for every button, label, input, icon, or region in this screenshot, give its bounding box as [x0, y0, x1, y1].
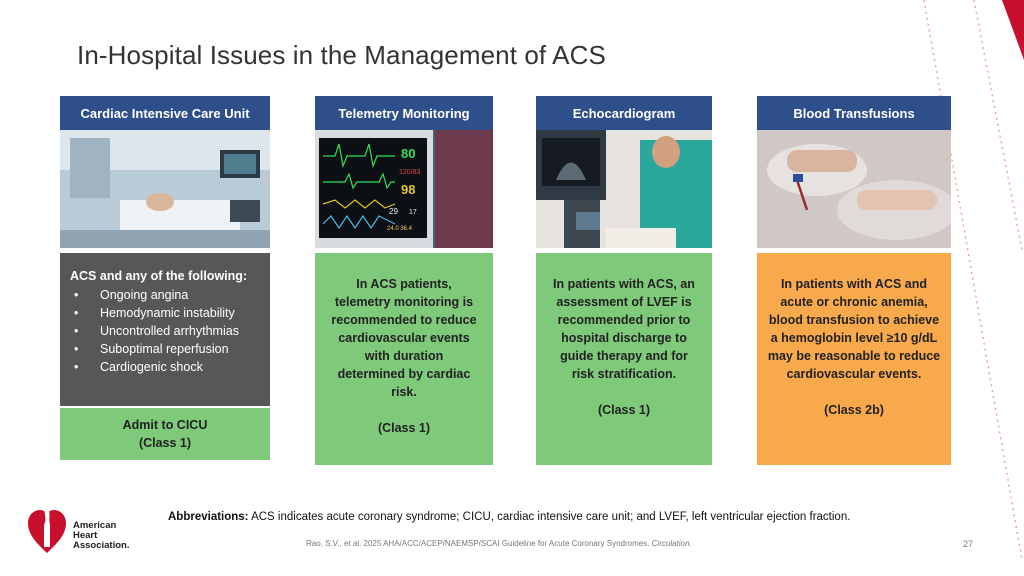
monitor-resp-value: 29 — [389, 207, 398, 216]
admit-class: (Class 1) — [138, 436, 192, 450]
recommendation-line: risk stratification. — [571, 367, 677, 381]
logo-line: Heart — [73, 530, 98, 541]
telemetry-monitor-photo — [315, 130, 493, 248]
icu-room-photo — [60, 130, 270, 248]
recommendation-box — [536, 253, 712, 465]
column-cicu — [60, 96, 270, 460]
recommendation-line: blood transfusion to achieve — [768, 313, 940, 327]
column-echo — [536, 96, 712, 465]
admit-text: Admit to CICU — [122, 418, 208, 432]
monitor-spo2-value: 98 — [401, 182, 416, 197]
citation-journal: Circulation. — [651, 539, 692, 548]
abbreviations-text: ACS indicates acute coronary syndrome; CICU, cardiac intensive care unit; and LVEF, left ventricular ejection fraction. — [248, 511, 851, 523]
aha-logo-text — [73, 521, 130, 551]
criteria-list — [70, 286, 239, 376]
admit-box — [60, 408, 270, 460]
recommendation-line: risk. — [391, 385, 417, 399]
monitor-temp-value: 24.0 36.4 — [387, 226, 413, 232]
citation-text: Rao, S.V., et al. 2025 AHA/ACC/ACEP/NAEMSP/SCAI Guideline for Acute Coronary Syndromes. — [306, 539, 650, 548]
recommendation-line: In patients with ACS and — [780, 277, 928, 291]
aha-heart-torch-logo — [26, 503, 68, 555]
column-header: Blood Transfusions — [757, 96, 951, 130]
recommendation-line: with duration — [364, 349, 444, 363]
criteria-item: • Hemodynamic instability — [100, 304, 239, 322]
citation — [306, 539, 692, 548]
recommendation-box — [315, 253, 493, 465]
column-header: Cardiac Intensive Care Unit — [60, 96, 270, 130]
column-transfusion — [757, 96, 951, 465]
recommendation-line: a hemoglobin level ≥10 g/dL — [770, 331, 938, 345]
recommendation-line: recommended prior to — [557, 313, 691, 327]
recommendation-line: cardiovascular events — [338, 331, 470, 345]
page-title: In-Hospital Issues in the Management of ACS — [77, 40, 606, 70]
recommendation-line: guide therapy and for — [560, 349, 688, 363]
recommendation-line: assessment of LVEF is — [556, 295, 692, 309]
recommendation-line: hospital discharge to — [561, 331, 687, 345]
logo-line: Association. — [73, 540, 130, 551]
recommendation-line: In ACS patients, — [356, 277, 452, 291]
abbreviations — [168, 511, 850, 523]
column-header: Telemetry Monitoring — [315, 96, 493, 130]
recommendation-line: may be reasonable to reduce — [767, 349, 941, 363]
monitor-aux-value: 17 — [409, 209, 417, 216]
recommendation-class: (Class 1) — [377, 421, 431, 435]
criteria-item: • Cardiogenic shock — [100, 358, 239, 376]
recommendation-line: In patients with ACS, an — [553, 277, 695, 291]
column-telemetry — [315, 96, 493, 465]
recommendation-class: (Class 2b) — [824, 403, 884, 417]
recommendation-line: cardiovascular events. — [786, 367, 922, 381]
logo-line: American — [73, 520, 117, 531]
column-header: Echocardiogram — [536, 96, 712, 130]
monitor-bp-value: 120/83 — [399, 169, 421, 176]
criteria-item: • Ongoing angina — [100, 286, 239, 304]
recommendation-box — [757, 253, 951, 465]
echocardiogram-photo — [536, 130, 712, 248]
monitor-hr-value: 80 — [401, 146, 416, 161]
criteria-item: • Suboptimal reperfusion — [100, 340, 239, 358]
page-number: 27 — [963, 539, 974, 549]
criteria-lead: ACS and any of the following: — [70, 269, 248, 283]
recommendation-line: telemetry monitoring is — [334, 295, 474, 309]
recommendation-line: acute or chronic anemia, — [780, 295, 928, 309]
abbreviations-label: Abbreviations: — [168, 511, 249, 523]
recommendation-line: determined by cardiac — [337, 367, 471, 381]
criteria-box — [60, 253, 270, 406]
recommendation-line: recommended to reduce — [331, 313, 477, 327]
recommendation-class: (Class 1) — [597, 403, 651, 417]
blood-transfusion-photo — [757, 130, 951, 248]
criteria-item: • Uncontrolled arrhythmias — [100, 322, 239, 340]
